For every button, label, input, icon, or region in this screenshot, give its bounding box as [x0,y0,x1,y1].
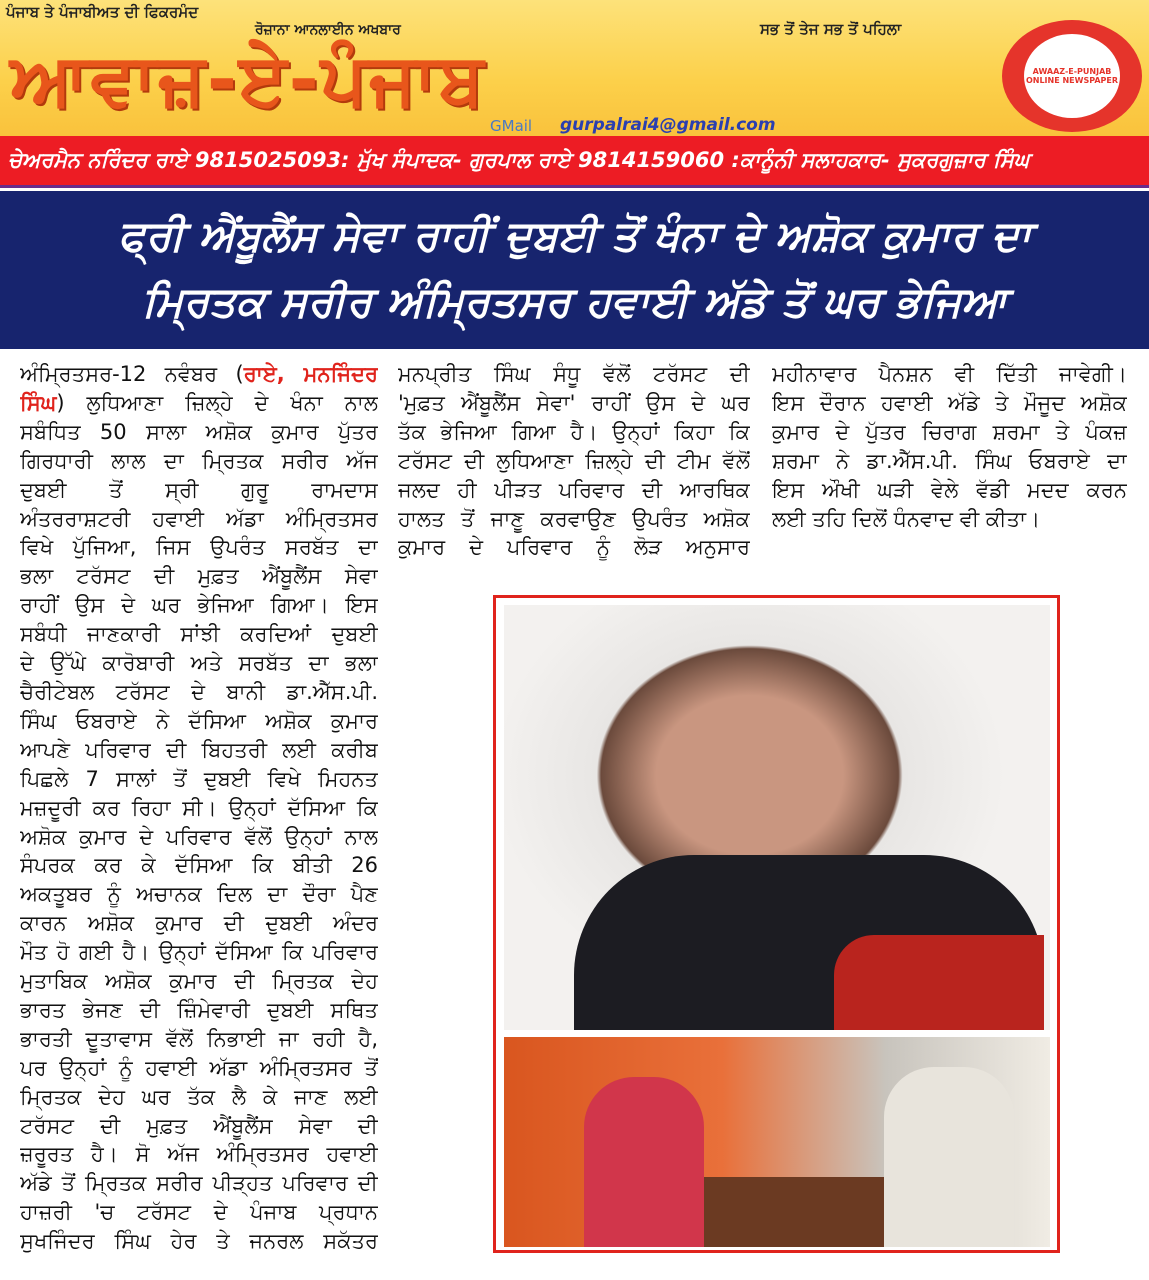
article-line: ਦੁਬਈ ਤੋਂ ਸ੍ਰੀ ਗੁਰੂ ਰਾਮਦਾਸ [20,477,378,502]
article-line: ਹਾਲਤ ਤੋਂ ਜਾਣੂ ਕਰਵਾਉਣ ਉਪਰੰਤ ਅਸ਼ੋਕ [398,506,750,531]
tagline-left: ਪੰਜਾਬ ਤੇ ਪੰਜਾਬੀਅਤ ਦੀ ਫਿਕਰਮੰਦ [6,3,199,21]
article-line: ਵਿਖੇ ਪੁੱਜਿਆ, ਜਿਸ ਉਪਰੰਤ ਸਰਬੱਤ ਦਾ [20,535,378,560]
article-line: ਕੁਮਾਰ ਦੇ ਪਰਿਵਾਰ ਨੂੰ ਲੋੜ ਅਨੁਸਾਰ [398,535,750,560]
article-line [20,360,378,389]
article-line: ਦੇ ਉੱਘੇ ਕਾਰੋਬਾਰੀ ਅਤੇ ਸਰਬੱਤ ਦਾ ਭਲਾ [20,651,378,676]
photo-frame [493,595,1060,1253]
dateline: ਅੰਮ੍ਰਿਤਸਰ-12 ਨਵੰਬਰ ( [20,362,244,386]
article-line: ਸੁਖਜਿੰਦਰ ਸਿੰਘ ਹੇਰ ਤੇ ਜਨਰਲ ਸਕੱਤਰ [20,1229,378,1254]
headline [0,191,1149,349]
gmail-icon: GMail [490,117,533,135]
headline-line: ਮ੍ਰਿਤਕ ਸਰੀਰ ਅੰਮ੍ਰਿਤਸਰ ਹਵਾਈ ਅੱਡੇ ਤੋਂ ਘਰ ਭੇਜਿਆ [141,277,1008,326]
article-line: ਰਾਹੀਂ ਉਸ ਦੇ ਘਰ ਭੇਜਿਆ ਗਿਆ। ਇਸ [20,593,378,618]
article-column-3 [772,360,1127,533]
article-line [20,389,378,418]
article-line: ਮੁਤਾਬਿਕ ਅਸ਼ੋਕ ਕੁਮਾਰ ਦੀ ਮ੍ਰਿਤਕ ਦੇਹ [20,969,378,994]
article-line: ਭਾਰਤ ਭੇਜਣ ਦੀ ਜ਼ਿੰਮੇਵਾਰੀ ਦੁਬਈ ਸਥਿਤ [20,997,378,1022]
newspaper-logo [1002,20,1142,132]
article-line: ਭਾਰਤੀ ਦੂਤਾਵਾਸ ਵੱਲੋਂ ਨਿਭਾਈ ਜਾ ਰਹੀ ਹੈ, [20,1026,378,1051]
article-line: ਇਸ ਦੌਰਾਨ ਹਵਾਈ ਅੱਡੇ ਤੇ ਮੌਜੂਦ ਅਸ਼ੋਕ [772,390,1127,415]
tagline-sub: ਰੋਜ਼ਾਨਾ ਆਨਲਾਈਨ ਅਖਬਾਰ [255,22,401,38]
byline: ਸਿੰਘ [20,390,57,415]
byline: ਰਾਏ, ਮਨਜਿੰਦਰ [243,362,378,386]
article-line: ਆਪਣੇ ਪਰਿਵਾਰ ਦੀ ਬਿਹਤਰੀ ਲਈ ਕਰੀਬ [20,737,378,762]
headline-line: ਫ੍ਰੀ ਐਂਬੂਲੈਂਸ ਸੇਵਾ ਰਾਹੀਂ ਦੁਬਈ ਤੋਂ ਖੰਨਾ ਦੇ ਅਸ਼ੋਕ ਕੁਮਾਰ ਦਾ [117,211,1032,260]
staff-line: ਚੇਅਰਮੈਨ ਨਰਿੰਦਰ ਰਾਏ 9815025093: ਮੁੱਖ ਸੰਪਾਦਕ- ਗੁਰਪਾਲ ਰਾਏ 9814159060 :ਕਾਨੂੰਨੀ ਸਲਾਹਕਾਰ- ਸੁਕਰਗੁਜ਼ਾਰ ਸਿੰਘ [0,136,1149,188]
article-line: ਤੱਕ ਭੇਜਿਆ ਗਿਆ ਹੈ। ਉਨ੍ਹਾਂ ਕਿਹਾ ਕਿ [398,419,750,444]
article-line: ਕਾਰਨ ਅਸ਼ੋਕ ਕੁਮਾਰ ਦੀ ਦੁਬਈ ਅੰਦਰ [20,911,378,936]
ambulance-photo [504,1037,1050,1247]
article-line: ਸਿੰਘ ਓਬਰਾਏ ਨੇ ਦੱਸਿਆ ਅਸ਼ੋਕ ਕੁਮਾਰ [20,708,378,733]
article-line: ਹਾਜ਼ਰੀ 'ਚ ਟਰੱਸਟ ਦੇ ਪੰਜਾਬ ਪ੍ਰਧਾਨ [20,1200,378,1225]
article-line: ਜ਼ਰੂਰਤ ਹੈ। ਸੋ ਅੱਜ ਅੰਮ੍ਰਿਤਸਰ ਹਵਾਈ [20,1142,378,1167]
contact-email[interactable]: gurpalrai4@gmail.com [560,115,776,135]
newspaper-title: ਆਵਾਜ਼-ਏ-ਪੰਜਾਬ [10,37,486,121]
article-line: ਮਹੀਨਾਵਾਰ ਪੈਨਸ਼ਨ ਵੀ ਦਿੱਤੀ ਜਾਵੇਗੀ। [772,362,1127,386]
article-line: ਸੰਪਰਕ ਕਰ ਕੇ ਦੱਸਿਆ ਕਿ ਬੀਤੀ 26 [20,853,378,878]
masthead [0,0,1149,136]
article-line: ਲਈ ਤਹਿ ਦਿਲੋਂ ਧੰਨਵਾਦ ਵੀ ਕੀਤਾ। [772,506,1041,531]
article-line: ਅਸ਼ੋਕ ਕੁਮਾਰ ਦੇ ਪਰਿਵਾਰ ਵੱਲੋਂ ਉਨ੍ਹਾਂ ਨਾਲ [20,824,378,849]
tagline-right: ਸਭ ਤੋਂ ਤੇਜ ਸਭ ਤੋਂ ਪਹਿਲਾ [760,20,902,38]
article-line: ਪਰ ਉਨ੍ਹਾਂ ਨੂੰ ਹਵਾਈ ਅੱਡਾ ਅੰਮ੍ਰਿਤਸਰ ਤੋਂ [20,1055,378,1080]
article-column-2 [398,360,750,562]
article-line: ਟਰੱਸਟ ਦੀ ਮੁਫ਼ਤ ਐਂਬੂਲੈਂਸ ਸੇਵਾ ਦੀ [20,1113,378,1138]
article-line: ਚੈਰੀਟੇਬਲ ਟਰੱਸਟ ਦੇ ਬਾਨੀ ਡਾ.ਐੱਸ.ਪੀ. [20,679,378,704]
article-line: ਮਜ਼ਦੂਰੀ ਕਰ ਰਿਹਾ ਸੀ। ਉਨ੍ਹਾਂ ਦੱਸਿਆ ਕਿ [20,795,378,820]
article-line: ਪਿਛਲੇ 7 ਸਾਲਾਂ ਤੋਂ ਦੁਬਈ ਵਿਖੇ ਮਿਹਨਤ [20,766,378,791]
article-line: ਗਿਰਧਾਰੀ ਲਾਲ ਦਾ ਮ੍ਰਿਤਕ ਸਰੀਰ ਅੱਜ [20,448,378,473]
article-line: ਟਰੱਸਟ ਦੀ ਲੁਧਿਆਣਾ ਜ਼ਿਲ੍ਹੇ ਦੀ ਟੀਮ ਵੱਲੋਂ [398,448,750,473]
article-line: ਅੰਤਰਰਾਸ਼ਟਰੀ ਹਵਾਈ ਅੱਡਾ ਅੰਮ੍ਰਿਤਸਰ [20,506,378,531]
article-line: ਅੱਡੇ ਤੋਂ ਮ੍ਰਿਤਕ ਸਰੀਰ ਪੀੜ੍ਹਤ ਪਰਿਵਾਰ ਦੀ [20,1171,378,1196]
article-line: ਮੌਤ ਹੋ ਗਈ ਹੈ। ਉਨ੍ਹਾਂ ਦੱਸਿਆ ਕਿ ਪਰਿਵਾਰ [20,940,378,965]
article-line: ਕੁਮਾਰ ਦੇ ਪੁੱਤਰ ਚਿਰਾਗ ਸ਼ਰਮਾ ਤੇ ਪੰਕਜ਼ [772,419,1127,444]
article-line: ਸਬੰਧਿਤ 50 ਸਾਲਾ ਅਸ਼ੋਕ ਕੁਮਾਰ ਪੁੱਤਰ [20,419,378,444]
article-line: ਇਸ ਔਖੀ ਘੜੀ ਵੇਲੇ ਵੱਡੀ ਮਦਦ ਕਰਨ [772,477,1127,502]
portrait-photo [504,605,1050,1030]
article-line: ਅਕਤੂਬਰ ਨੂੰ ਅਚਾਨਕ ਦਿਲ ਦਾ ਦੌਰਾ ਪੈਣ [20,882,378,907]
article-line: ਸਬੰਧੀ ਜਾਣਕਾਰੀ ਸਾਂਝੀ ਕਰਦਿਆਂ ਦੁਬਈ [20,622,378,647]
article-line: ਭਲਾ ਟਰੱਸਟ ਦੀ ਮੁਫ਼ਤ ਐਂਬੂਲੈਂਸ ਸੇਵਾ [20,564,378,589]
logo-text: AWAAZ-E-PUNJAB ONLINE NEWSPAPER [1024,34,1120,118]
article-column-1 [20,360,378,1256]
article-line: ਜਲਦ ਹੀ ਪੀੜਤ ਪਰਿਵਾਰ ਦੀ ਆਰਥਿਕ [398,477,750,502]
article-line: ਮ੍ਰਿਤਕ ਦੇਹ ਘਰ ਤੱਕ ਲੈ ਕੇ ਜਾਣ ਲਈ [20,1084,378,1109]
article-line: ਸ਼ਰਮਾ ਨੇ ਡਾ.ਐੱਸ.ਪੀ. ਸਿੰਘ ਓਬਰਾਏ ਦਾ [772,448,1127,473]
article-text: ) ਲੁਧਿਆਣਾ ਜ਼ਿਲ੍ਹੇ ਦੇ ਖੰਨਾ ਨਾਲ [56,390,378,415]
article-line: 'ਮੁਫ਼ਤ ਐਂਬੂਲੈਂਸ ਸੇਵਾ' ਰਾਹੀਂ ਉਸ ਦੇ ਘਰ [398,390,750,415]
article-line: ਮਨਪ੍ਰੀਤ ਸਿੰਘ ਸੰਧੂ ਵੱਲੋਂ ਟਰੱਸਟ ਦੀ [398,362,750,386]
